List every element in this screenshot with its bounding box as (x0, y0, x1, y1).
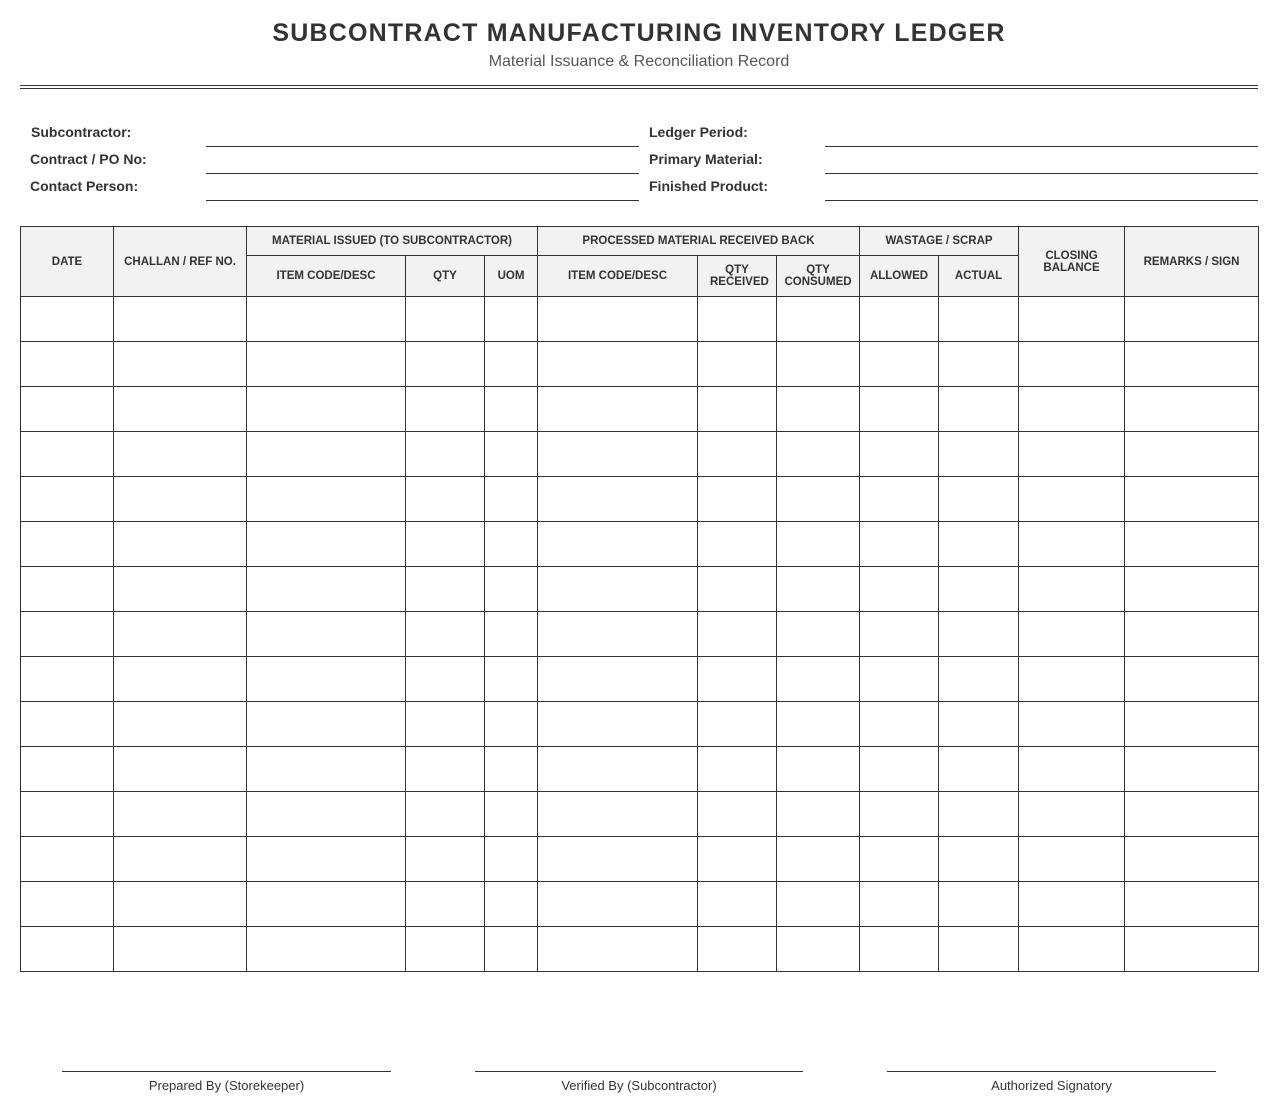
header-actual: ACTUAL (939, 256, 1019, 297)
cell-allowed[interactable] (860, 477, 939, 522)
cell-qty-received[interactable] (698, 792, 777, 837)
finished-product-label: Finished Product: (649, 178, 768, 194)
cell-issued-uom[interactable] (485, 297, 538, 342)
cell-remarks[interactable] (1125, 432, 1259, 477)
cell-qty-consumed[interactable] (777, 747, 860, 792)
cell-issued-item[interactable] (247, 522, 406, 567)
cell-date[interactable] (21, 567, 114, 612)
header-closing-balance: CLOSING BALANCE (1019, 227, 1125, 297)
cell-qty-consumed[interactable] (777, 477, 860, 522)
cell-issued-item[interactable] (247, 297, 406, 342)
cell-actual[interactable] (939, 702, 1019, 747)
cell-allowed[interactable] (860, 927, 939, 972)
cell-qty-received[interactable] (698, 477, 777, 522)
cell-date[interactable] (21, 477, 114, 522)
cell-remarks[interactable] (1125, 837, 1259, 882)
table-row (21, 612, 1259, 657)
authorized-signature-line[interactable] (887, 1071, 1216, 1072)
cell-closing-balance[interactable] (1019, 612, 1125, 657)
cell-allowed[interactable] (860, 432, 939, 477)
cell-date[interactable] (21, 342, 114, 387)
cell-issued-item[interactable] (247, 702, 406, 747)
cell-issued-uom[interactable] (485, 387, 538, 432)
cell-remarks[interactable] (1125, 477, 1259, 522)
cell-qty-consumed[interactable] (777, 657, 860, 702)
cell-challan[interactable] (114, 342, 247, 387)
cell-allowed[interactable] (860, 657, 939, 702)
ledger-period-field[interactable] (825, 146, 1258, 147)
cell-challan[interactable] (114, 477, 247, 522)
cell-issued-uom[interactable] (485, 657, 538, 702)
table-row (21, 297, 1259, 342)
header-qty-consumed: QTY CONSUMED (777, 256, 860, 297)
cell-issued-qty[interactable] (406, 612, 485, 657)
subcontractor-field[interactable] (206, 146, 639, 147)
cell-remarks[interactable] (1125, 657, 1259, 702)
cell-actual[interactable] (939, 432, 1019, 477)
cell-allowed[interactable] (860, 567, 939, 612)
table-row (21, 837, 1259, 882)
cell-actual[interactable] (939, 342, 1019, 387)
cell-actual[interactable] (939, 792, 1019, 837)
table-row (21, 792, 1259, 837)
cell-received-item[interactable] (538, 837, 698, 882)
cell-qty-received[interactable] (698, 882, 777, 927)
cell-received-item[interactable] (538, 387, 698, 432)
cell-received-item[interactable] (538, 567, 698, 612)
table-row (21, 432, 1259, 477)
cell-closing-balance[interactable] (1019, 342, 1125, 387)
cell-qty-consumed[interactable] (777, 567, 860, 612)
finished-product-field[interactable] (825, 200, 1258, 201)
cell-date[interactable] (21, 747, 114, 792)
cell-qty-received[interactable] (698, 342, 777, 387)
cell-remarks[interactable] (1125, 612, 1259, 657)
cell-issued-qty[interactable] (406, 297, 485, 342)
cell-issued-uom[interactable] (485, 432, 538, 477)
cell-closing-balance[interactable] (1019, 747, 1125, 792)
cell-received-item[interactable] (538, 747, 698, 792)
table-row (21, 477, 1259, 522)
cell-date[interactable] (21, 522, 114, 567)
cell-closing-balance[interactable] (1019, 792, 1125, 837)
cell-issued-uom[interactable] (485, 342, 538, 387)
cell-qty-consumed[interactable] (777, 297, 860, 342)
header-wastage: WASTAGE / SCRAP (860, 227, 1019, 256)
header-issued-qty: QTY (406, 256, 485, 297)
contract-po-label: Contract / PO No: (30, 151, 147, 167)
cell-qty-received[interactable] (698, 702, 777, 747)
cell-remarks[interactable] (1125, 882, 1259, 927)
cell-qty-received[interactable] (698, 567, 777, 612)
cell-remarks[interactable] (1125, 522, 1259, 567)
cell-issued-qty[interactable] (406, 522, 485, 567)
cell-challan[interactable] (114, 567, 247, 612)
document-title: SUBCONTRACT MANUFACTURING INVENTORY LEDGER (272, 19, 1006, 47)
cell-actual[interactable] (939, 522, 1019, 567)
cell-received-item[interactable] (538, 522, 698, 567)
cell-issued-item[interactable] (247, 342, 406, 387)
ledger-period-label: Ledger Period: (649, 124, 748, 140)
cell-closing-balance[interactable] (1019, 567, 1125, 612)
table-row (21, 702, 1259, 747)
cell-qty-received[interactable] (698, 387, 777, 432)
cell-remarks[interactable] (1125, 387, 1259, 432)
cell-date[interactable] (21, 882, 114, 927)
contact-person-field[interactable] (206, 200, 639, 201)
cell-remarks[interactable] (1125, 342, 1259, 387)
verified-by-label: Verified By (Subcontractor) (561, 1078, 717, 1093)
cell-received-item[interactable] (538, 342, 698, 387)
cell-actual[interactable] (939, 567, 1019, 612)
header-received-item: ITEM CODE/DESC (538, 256, 698, 297)
cell-received-item[interactable] (538, 297, 698, 342)
cell-issued-qty[interactable] (406, 747, 485, 792)
cell-remarks[interactable] (1125, 927, 1259, 972)
table-row (21, 747, 1259, 792)
cell-closing-balance[interactable] (1019, 477, 1125, 522)
table-row (21, 522, 1259, 567)
cell-received-item[interactable] (538, 702, 698, 747)
cell-remarks[interactable] (1125, 567, 1259, 612)
cell-issued-qty[interactable] (406, 792, 485, 837)
cell-challan[interactable] (114, 882, 247, 927)
cell-issued-qty[interactable] (406, 342, 485, 387)
table-row (21, 567, 1259, 612)
cell-closing-balance[interactable] (1019, 657, 1125, 702)
cell-allowed[interactable] (860, 297, 939, 342)
cell-issued-item[interactable] (247, 477, 406, 522)
header-issued-uom: UOM (485, 256, 538, 297)
cell-remarks[interactable] (1125, 702, 1259, 747)
subcontractor-label: Subcontractor: (31, 124, 132, 140)
cell-closing-balance[interactable] (1019, 387, 1125, 432)
header-issued-item: ITEM CODE/DESC (247, 256, 406, 297)
cell-issued-item[interactable] (247, 927, 406, 972)
cell-issued-uom[interactable] (485, 882, 538, 927)
ledger-body (21, 297, 1259, 972)
cell-actual[interactable] (939, 297, 1019, 342)
cell-issued-uom[interactable] (485, 792, 538, 837)
cell-challan[interactable] (114, 927, 247, 972)
cell-closing-balance[interactable] (1019, 522, 1125, 567)
cell-issued-qty[interactable] (406, 927, 485, 972)
cell-issued-item[interactable] (247, 567, 406, 612)
cell-date[interactable] (21, 657, 114, 702)
header-material-issued: MATERIAL ISSUED (TO SUBCONTRACTOR) (247, 227, 538, 256)
cell-qty-consumed[interactable] (777, 702, 860, 747)
cell-issued-qty[interactable] (406, 477, 485, 522)
cell-remarks[interactable] (1125, 792, 1259, 837)
cell-qty-received[interactable] (698, 297, 777, 342)
cell-qty-consumed[interactable] (777, 927, 860, 972)
contact-person-label: Contact Person: (30, 178, 139, 194)
verified-by-signature-line[interactable] (475, 1071, 803, 1072)
contract-po-field[interactable] (206, 173, 639, 174)
cell-qty-received[interactable] (698, 522, 777, 567)
primary-material-field[interactable] (825, 173, 1258, 174)
cell-remarks[interactable] (1125, 297, 1259, 342)
header-qty-received: QTY RECEIVED (698, 256, 777, 297)
cell-qty-received[interactable] (698, 747, 777, 792)
cell-remarks[interactable] (1125, 747, 1259, 792)
cell-received-item[interactable] (538, 882, 698, 927)
title-divider (20, 85, 1258, 89)
cell-qty-consumed[interactable] (777, 522, 860, 567)
cell-issued-item[interactable] (247, 837, 406, 882)
cell-qty-consumed[interactable] (777, 792, 860, 837)
cell-qty-received[interactable] (698, 657, 777, 702)
cell-actual[interactable] (939, 747, 1019, 792)
cell-date[interactable] (21, 612, 114, 657)
cell-issued-item[interactable] (247, 612, 406, 657)
cell-issued-uom[interactable] (485, 747, 538, 792)
cell-actual[interactable] (939, 387, 1019, 432)
cell-issued-qty[interactable] (406, 387, 485, 432)
cell-issued-qty[interactable] (406, 567, 485, 612)
cell-received-item[interactable] (538, 792, 698, 837)
cell-received-item[interactable] (538, 432, 698, 477)
cell-qty-received[interactable] (698, 432, 777, 477)
cell-challan[interactable] (114, 792, 247, 837)
cell-actual[interactable] (939, 612, 1019, 657)
table-row (21, 387, 1259, 432)
document-subtitle: Material Issuance & Reconciliation Record (488, 53, 790, 70)
cell-actual[interactable] (939, 657, 1019, 702)
cell-date[interactable] (21, 387, 114, 432)
cell-actual[interactable] (939, 927, 1019, 972)
cell-qty-consumed[interactable] (777, 432, 860, 477)
cell-issued-uom[interactable] (485, 522, 538, 567)
cell-challan[interactable] (114, 657, 247, 702)
cell-issued-qty[interactable] (406, 657, 485, 702)
table-row (21, 342, 1259, 387)
cell-challan[interactable] (114, 612, 247, 657)
header-challan: CHALLAN / REF NO. (114, 227, 247, 297)
cell-allowed[interactable] (860, 342, 939, 387)
cell-issued-qty[interactable] (406, 882, 485, 927)
table-row (21, 657, 1259, 702)
cell-allowed[interactable] (860, 747, 939, 792)
cell-received-item[interactable] (538, 927, 698, 972)
cell-allowed[interactable] (860, 612, 939, 657)
cell-challan[interactable] (114, 837, 247, 882)
cell-date[interactable] (21, 927, 114, 972)
cell-actual[interactable] (939, 882, 1019, 927)
table-row (21, 882, 1259, 927)
cell-allowed[interactable] (860, 837, 939, 882)
cell-issued-item[interactable] (247, 432, 406, 477)
header-remarks: REMARKS / SIGN (1125, 227, 1259, 297)
header-allowed: ALLOWED (860, 256, 939, 297)
cell-challan[interactable] (114, 387, 247, 432)
cell-received-item[interactable] (538, 477, 698, 522)
cell-allowed[interactable] (860, 702, 939, 747)
cell-qty-consumed[interactable] (777, 387, 860, 432)
header-processed-received: PROCESSED MATERIAL RECEIVED BACK (538, 227, 860, 256)
cell-issued-item[interactable] (247, 882, 406, 927)
cell-issued-uom[interactable] (485, 837, 538, 882)
header-date: DATE (21, 227, 114, 297)
cell-date[interactable] (21, 702, 114, 747)
cell-issued-qty[interactable] (406, 837, 485, 882)
cell-closing-balance[interactable] (1019, 837, 1125, 882)
cell-issued-qty[interactable] (406, 432, 485, 477)
cell-challan[interactable] (114, 297, 247, 342)
cell-closing-balance[interactable] (1019, 432, 1125, 477)
cell-qty-received[interactable] (698, 612, 777, 657)
cell-date[interactable] (21, 837, 114, 882)
cell-issued-item[interactable] (247, 657, 406, 702)
cell-challan[interactable] (114, 702, 247, 747)
cell-issued-item[interactable] (247, 792, 406, 837)
primary-material-label: Primary Material: (649, 151, 763, 167)
cell-issued-uom[interactable] (485, 612, 538, 657)
cell-received-item[interactable] (538, 612, 698, 657)
cell-allowed[interactable] (860, 882, 939, 927)
ledger-table (20, 226, 1259, 972)
cell-qty-consumed[interactable] (777, 837, 860, 882)
cell-qty-consumed[interactable] (777, 612, 860, 657)
cell-issued-uom[interactable] (485, 477, 538, 522)
cell-received-item[interactable] (538, 657, 698, 702)
cell-issued-uom[interactable] (485, 927, 538, 972)
cell-closing-balance[interactable] (1019, 927, 1125, 972)
cell-allowed[interactable] (860, 387, 939, 432)
cell-challan[interactable] (114, 522, 247, 567)
cell-issued-uom[interactable] (485, 567, 538, 612)
cell-qty-received[interactable] (698, 837, 777, 882)
cell-closing-balance[interactable] (1019, 702, 1125, 747)
cell-date[interactable] (21, 432, 114, 477)
authorized-signatory-label: Authorized Signatory (991, 1078, 1112, 1093)
cell-allowed[interactable] (860, 792, 939, 837)
cell-challan[interactable] (114, 432, 247, 477)
cell-qty-consumed[interactable] (777, 342, 860, 387)
table-row (21, 927, 1259, 972)
cell-challan[interactable] (114, 747, 247, 792)
cell-issued-qty[interactable] (406, 702, 485, 747)
prepared-by-label: Prepared By (Storekeeper) (148, 1078, 305, 1093)
cell-issued-uom[interactable] (485, 702, 538, 747)
cell-date[interactable] (21, 297, 114, 342)
cell-date[interactable] (21, 792, 114, 837)
cell-closing-balance[interactable] (1019, 882, 1125, 927)
prepared-by-signature-line[interactable] (62, 1071, 391, 1072)
cell-issued-item[interactable] (247, 747, 406, 792)
cell-qty-consumed[interactable] (777, 882, 860, 927)
cell-qty-received[interactable] (698, 927, 777, 972)
cell-actual[interactable] (939, 477, 1019, 522)
cell-allowed[interactable] (860, 522, 939, 567)
cell-actual[interactable] (939, 837, 1019, 882)
cell-issued-item[interactable] (247, 387, 406, 432)
cell-closing-balance[interactable] (1019, 297, 1125, 342)
